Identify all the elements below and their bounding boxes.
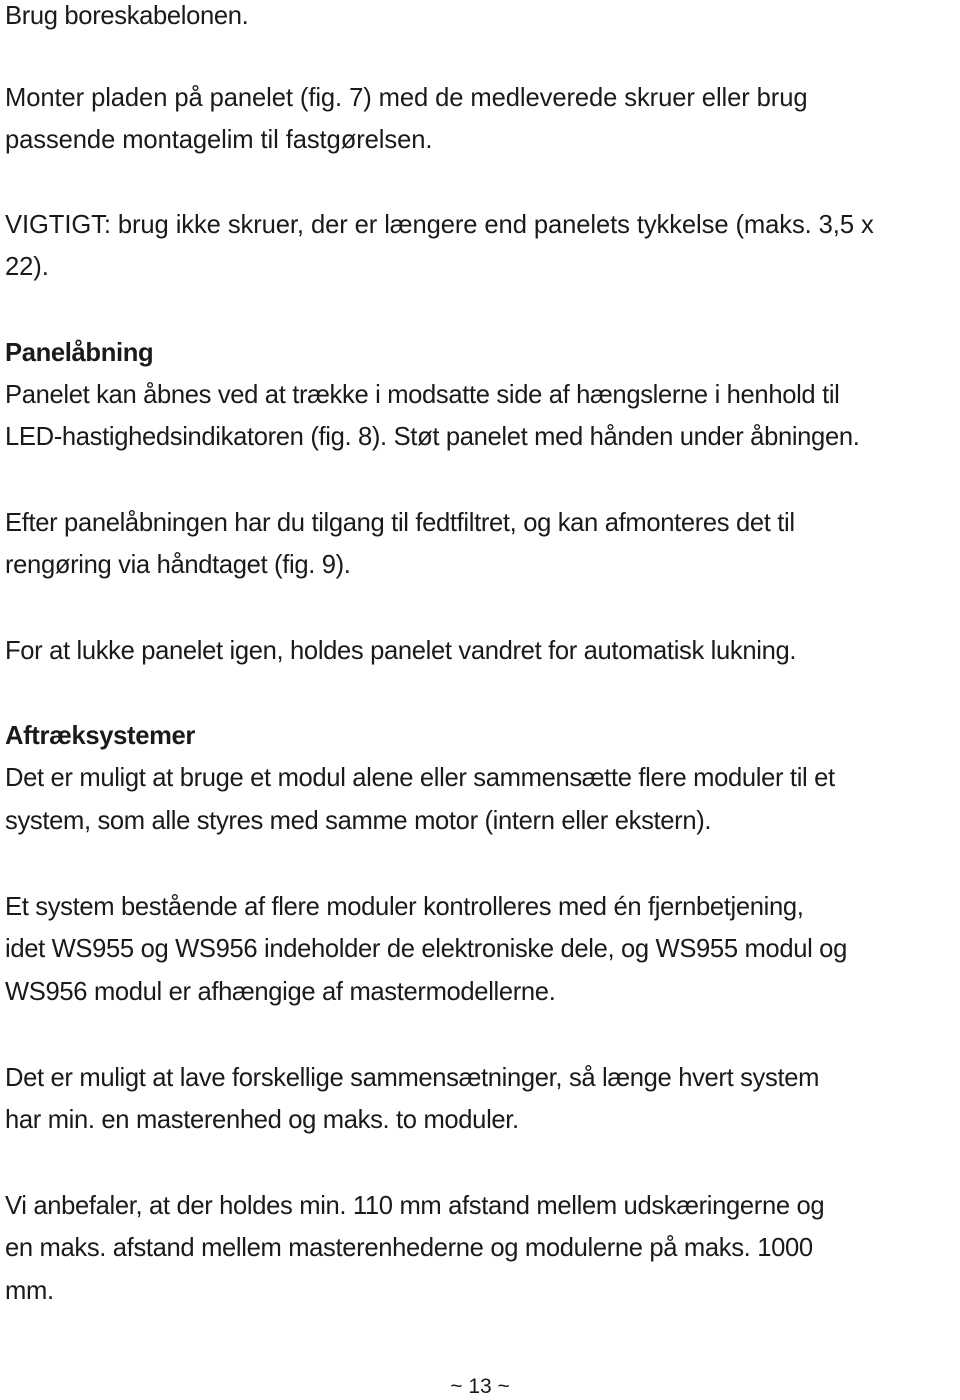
important-text: : brug ikke skruer, der er længere end panelets tykkelse (maks. 3,5 x <box>103 211 874 239</box>
important-label: VIGTIGT <box>5 211 104 239</box>
text-line: rengøring via håndtaget (fig. 9). <box>5 551 351 579</box>
text-line: Et system bestående af flere moduler kontrolleres med én fjernbetjening, <box>5 893 804 921</box>
text-line: Efter panelåbningen har du tilgang til fedtfiltret, og kan afmonteres det til <box>5 509 795 537</box>
text-line: passende montagelim til fastgørelsen. <box>5 126 433 154</box>
text-segment: LED-hastighedsindikatoren (fig. 8). <box>5 423 387 451</box>
text-line: Brug boreskabelonen. <box>5 2 249 30</box>
text-line: mm. <box>5 1277 54 1305</box>
section-heading: Aftræksystemer <box>5 722 195 750</box>
section-heading: Panelåbning <box>5 339 154 367</box>
text-line: WS956 modul er afhængige af mastermodellerne. <box>5 978 556 1006</box>
text-line: Det er muligt at lave forskellige sammensætninger, så længe hvert system <box>5 1064 820 1092</box>
text-line: Det er muligt at bruge et modul alene eller sammensætte flere moduler til et <box>5 764 835 792</box>
text-line: For at lukke panelet igen, holdes panelet vandret for automatisk lukning. <box>5 637 797 665</box>
important-note <box>5 209 874 241</box>
text-line: idet WS955 og WS956 indeholder de elektroniske dele, og WS955 modul og <box>5 935 847 963</box>
text-line: Panelet kan åbnes ved at trække i modsatte side af hængslerne i henhold til <box>5 381 840 409</box>
text-line <box>5 421 859 453</box>
text-line: 22). <box>5 253 49 281</box>
text-line: har min. en masterenhed og maks. to moduler. <box>5 1106 519 1134</box>
text-line: system, som alle styres med samme motor (intern eller ekstern). <box>5 807 712 835</box>
text-line: Vi anbefaler, at der holdes min. 110 mm afstand mellem udskæringerne og <box>5 1192 825 1220</box>
text-line: Monter pladen på panelet (fig. 7) med de medleverede skruer eller brug <box>5 84 808 112</box>
text-line: en maks. afstand mellem masterenhederne og modulerne på maks. 1000 <box>5 1234 813 1262</box>
text-segment: Støt panelet med hånden under åbningen. <box>386 423 860 451</box>
page-number: ~ 13 ~ <box>450 1375 510 1398</box>
